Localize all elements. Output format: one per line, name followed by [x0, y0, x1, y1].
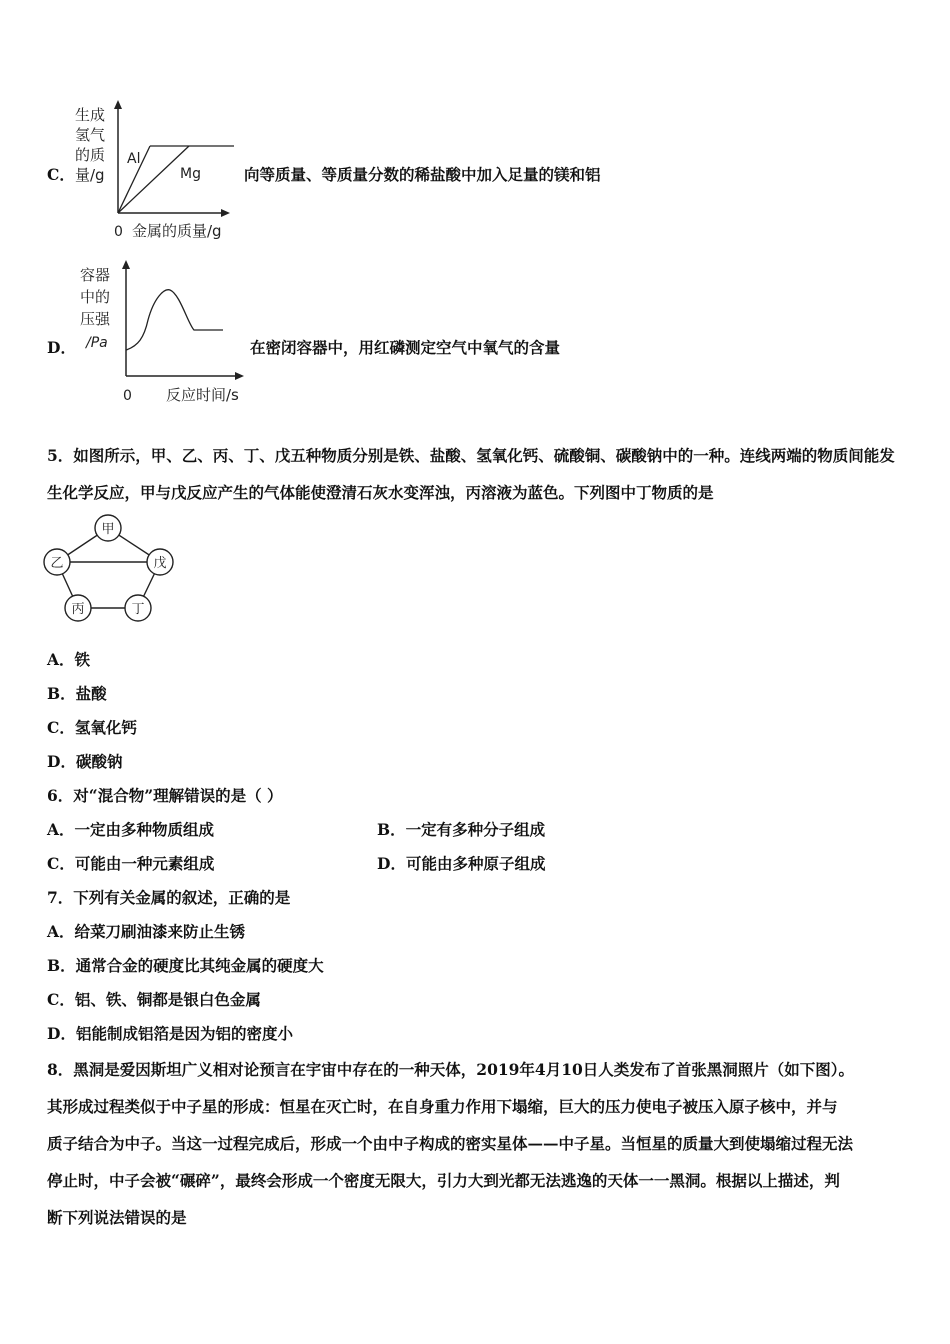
q5-option-a-letter: A． — [47, 650, 75, 669]
q5-node-yi-label: 乙 — [50, 556, 64, 571]
q6-option-a[interactable] — [47, 818, 214, 840]
q7-option-d-text: 铝能制成铝箔是因为铝的密度小 — [75, 1024, 293, 1043]
q8-line2: 其形成过程类似于中子星的形成：恒星在灭亡时，在自身重力作用下塌缩，巨大的压力使电子被压入原子核中，并与 — [47, 1097, 838, 1116]
q4-d-ylabel-line3: 压强 — [80, 310, 111, 328]
q7-option-a[interactable] — [47, 920, 245, 942]
q4-d-graph — [76, 258, 256, 410]
q4-c-ylabel-line4: 量/g — [75, 166, 105, 184]
q6-option-d-letter: D． — [377, 854, 406, 873]
q4-c-origin-label: 0 — [114, 224, 123, 240]
q6-option-a-letter: A． — [47, 820, 75, 839]
q5-node-jia-label: 甲 — [101, 522, 115, 537]
q5-option-c-text: 氢氧化钙 — [74, 718, 137, 737]
q4-option-d-letter: D． — [47, 338, 76, 357]
q4-d-xlabel: 反应时间/s — [166, 386, 239, 404]
q8-line1: 8．黑洞是爱因斯坦广义相对论预言在宇宙中存在的一种天体，2019年4月10日人类发布了首张黑洞照片（如下图）。 — [47, 1060, 855, 1079]
q8-line4: 停止时，中子会被“碾碎”，最终会形成一个密度无限大，引力大到光都无法逃逸的天体一一黑洞。根据以上描述，判 — [47, 1171, 840, 1190]
q8-line3: 质子结合为中子。当这一过程完成后，形成一个由中子构成的密实星体——中子星。当恒星的质量大到使塌缩过程无法 — [47, 1134, 854, 1153]
q7-option-c-text: 铝、铁、铜都是银白色金属 — [74, 990, 261, 1009]
q5-node-ding-label: 丁 — [131, 602, 145, 617]
q6-option-d[interactable] — [377, 852, 545, 874]
q5-option-c[interactable] — [47, 716, 137, 738]
q6-option-a-text: 一定由多种物质组成 — [74, 820, 215, 839]
q5-option-d-letter: D． — [47, 752, 76, 771]
q5-option-d-text: 碳酸钠 — [75, 752, 123, 771]
q5-option-a[interactable] — [47, 648, 90, 670]
q7-option-c-letter: C． — [47, 990, 75, 1009]
q5-option-b-text: 盐酸 — [75, 684, 107, 703]
q6-option-b-letter: B． — [377, 820, 406, 839]
q4-c-ylabel-line3: 的质 — [75, 146, 106, 164]
q7-stem: 7．下列有关金属的叙述，正确的是 — [47, 888, 291, 907]
q7-option-a-letter: A． — [47, 922, 75, 941]
q5-pentagon-diagram — [40, 512, 180, 627]
q7-option-c[interactable] — [47, 988, 261, 1010]
q6-option-b[interactable] — [377, 818, 545, 840]
q4-d-origin-label: 0 — [123, 388, 132, 404]
q5-node-wu-label: 戊 — [153, 556, 167, 571]
q4-c-al-label: Al — [127, 151, 141, 167]
q5-option-a-text: 铁 — [74, 650, 91, 669]
q4-d-ylabel-line1: 容器 — [80, 266, 111, 284]
q4-option-c-text: 向等质量、等质量分数的稀盐酸中加入足量的镁和铝 — [244, 165, 601, 184]
q7-option-d-letter: D． — [47, 1024, 76, 1043]
q5-option-d[interactable] — [47, 750, 122, 772]
q4-d-ylabel-line4: /Pa — [86, 335, 108, 351]
q6-option-c-text: 可能由一种元素组成 — [74, 854, 215, 873]
q5-option-b-letter: B． — [47, 684, 76, 703]
q5-stem-line2: 生化学反应，甲与戊反应产生的气体能使澄清石灰水变浑浊，丙溶液为蓝色。下列图中丁物质的是 — [47, 483, 714, 502]
q4-d-x-arrow — [235, 372, 244, 380]
q5-option-b[interactable] — [47, 682, 107, 704]
q4-c-x-arrow — [221, 209, 230, 217]
q4-c-graph — [72, 98, 242, 243]
q4-c-mg-label: Mg — [180, 166, 201, 182]
q4-d-y-arrow — [122, 260, 130, 269]
q5-node-bing-label: 丙 — [71, 602, 85, 617]
q4-c-ylabel-line1: 生成 — [75, 106, 106, 124]
q5-stem-line1: 5．如图所示，甲、乙、丙、丁、戊五种物质分别是铁、盐酸、氢氧化钙、硫酸铜、碳酸钠中的一种。连线两端的物质间能发 — [47, 446, 895, 465]
q4-c-y-arrow — [114, 100, 122, 109]
q7-option-b-text: 通常合金的硬度比其纯金属的硬度大 — [75, 956, 324, 975]
q4-option-d-text: 在密闭容器中，用红磷测定空气中氧气的含量 — [250, 338, 561, 357]
q5-option-c-letter: C． — [47, 718, 75, 737]
q7-option-b[interactable] — [47, 954, 324, 976]
q7-option-b-letter: B． — [47, 956, 76, 975]
q8-line5: 断下列说法错误的是 — [47, 1208, 187, 1227]
q6-option-c-letter: C． — [47, 854, 75, 873]
q4-c-ylabel-line2: 氢气 — [75, 126, 106, 144]
q6-stem: 6．对“混合物”理解错误的是（ ） — [47, 786, 283, 805]
q6-option-b-text: 一定有多种分子组成 — [405, 820, 546, 839]
q6-option-d-text: 可能由多种原子组成 — [405, 854, 546, 873]
q4-c-xlabel: 金属的质量/g — [132, 222, 222, 240]
q4-option-c-letter: C． — [47, 165, 75, 184]
q7-option-a-text: 给菜刀刷油漆来防止生锈 — [74, 922, 246, 941]
q7-option-d[interactable] — [47, 1022, 293, 1044]
q4-d-ylabel-line2: 中的 — [80, 288, 111, 306]
q4-d-pressure-curve — [126, 290, 223, 350]
q6-option-c[interactable] — [47, 852, 214, 874]
